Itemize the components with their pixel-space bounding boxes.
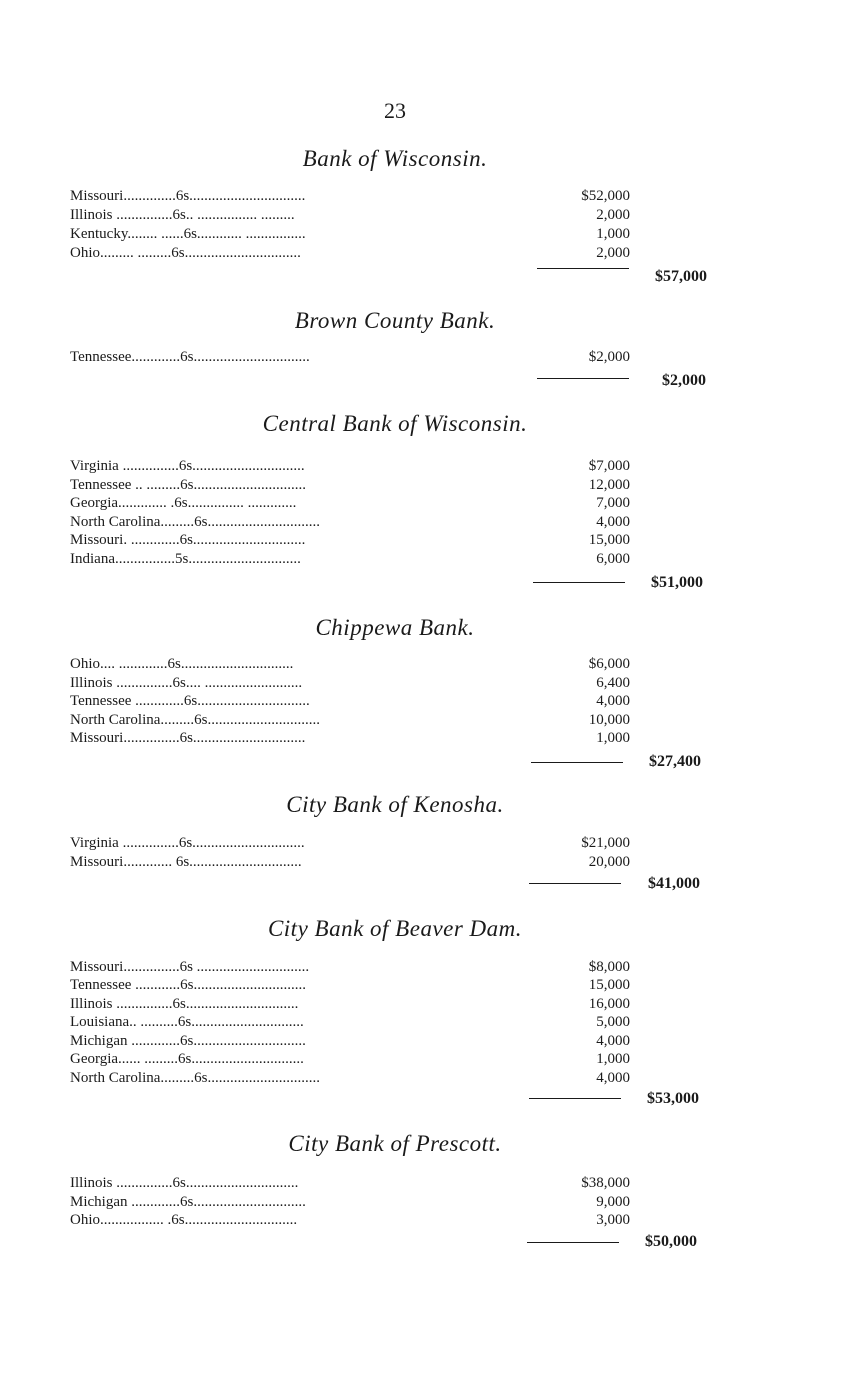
section-title: Chippewa Bank. — [315, 615, 475, 640]
holding-state: Virginia ...............6s.............................. — [70, 458, 305, 474]
holding-row — [70, 457, 630, 476]
holding-row — [70, 729, 630, 748]
holding-amount: $52,000 — [581, 188, 630, 204]
holding-row — [70, 655, 630, 674]
holding-row — [70, 1032, 630, 1051]
holding-row — [70, 1211, 630, 1230]
holding-row — [70, 1193, 630, 1212]
holding-amount: 5,000 — [596, 1014, 630, 1030]
holding-row — [70, 1069, 630, 1088]
holding-state: Georgia............. .6s............... ............. — [70, 495, 297, 511]
holding-amount: 15,000 — [588, 977, 630, 993]
holding-row — [70, 711, 630, 730]
section-total: $51,000 — [651, 574, 703, 591]
holding-row — [70, 476, 630, 495]
section-total: $41,000 — [648, 875, 700, 892]
holding-row — [70, 550, 630, 569]
holding-state: Ohio.... .............6s.............................. — [70, 656, 294, 672]
holding-state: Missouri..............6s............................... — [70, 188, 306, 204]
holding-amount: 15,000 — [588, 532, 630, 548]
holding-amount: 1,000 — [596, 226, 630, 242]
holding-state: Missouri...............6s .............................. — [70, 959, 310, 975]
holding-state: Illinois ...............6s.............................. — [70, 996, 299, 1012]
holding-state: Indiana................5s.............................. — [70, 551, 301, 567]
holding-row — [70, 853, 630, 872]
holding-state: North Carolina.........6s.............................. — [70, 1070, 320, 1086]
holding-state: North Carolina.........6s.............................. — [70, 514, 320, 530]
holding-state: Missouri. .............6s.............................. — [70, 532, 306, 548]
subtotal-rule — [527, 1242, 619, 1243]
holding-row — [70, 958, 630, 977]
holding-row — [70, 206, 630, 225]
holding-amount: 7,000 — [596, 495, 630, 511]
holding-state: Illinois ...............6s.... .......................... — [70, 675, 303, 691]
holding-amount: 4,000 — [596, 693, 630, 709]
holding-state: Georgia...... .........6s.............................. — [70, 1051, 304, 1067]
holding-row — [70, 1050, 630, 1069]
holding-state: Tennessee.............6s............................... — [70, 349, 310, 365]
holding-amount: 6,400 — [596, 675, 630, 691]
section-title: City Bank of Prescott. — [288, 1131, 502, 1156]
holding-row — [70, 674, 630, 693]
holding-amount: 2,000 — [596, 207, 630, 223]
holding-amount: 1,000 — [596, 1051, 630, 1067]
holding-state: Tennessee ............6s.............................. — [70, 977, 307, 993]
section-title: City Bank of Beaver Dam. — [267, 916, 523, 941]
holding-row — [70, 225, 630, 244]
section-title: City Bank of Kenosha. — [286, 792, 504, 817]
holding-row — [70, 976, 630, 995]
holding-state: Tennessee .. .........6s.............................. — [70, 477, 307, 493]
holding-amount: 3,000 — [596, 1212, 630, 1228]
holding-amount: $38,000 — [581, 1175, 630, 1191]
holding-row — [70, 187, 630, 206]
holding-row — [70, 244, 630, 263]
subtotal-rule — [531, 762, 623, 763]
subtotal-rule — [537, 268, 629, 269]
holding-state: Illinois ...............6s.. ................ ......... — [70, 207, 295, 223]
holding-amount: 4,000 — [596, 514, 630, 530]
holding-state: Ohio......... .........6s............................... — [70, 245, 301, 261]
holding-amount: $21,000 — [581, 835, 630, 851]
holding-state: Tennessee .............6s.............................. — [70, 693, 310, 709]
holding-amount: 10,000 — [588, 712, 630, 728]
holding-amount: 2,000 — [596, 245, 630, 261]
holding-state: Illinois ...............6s.............................. — [70, 1175, 299, 1191]
holding-state: North Carolina.........6s.............................. — [70, 712, 320, 728]
holding-row — [70, 513, 630, 532]
section-title: Bank of Wisconsin. — [302, 146, 488, 171]
page-number: 23 — [384, 98, 406, 123]
holding-amount: 12,000 — [588, 477, 630, 493]
holding-row — [70, 834, 630, 853]
holding-state: Missouri............. 6s.............................. — [70, 854, 302, 870]
section-title: Central Bank of Wisconsin. — [262, 411, 528, 436]
holding-state: Michigan .............6s.............................. — [70, 1194, 306, 1210]
holding-state: Kentucky........ ......6s............ ................ — [70, 226, 306, 242]
holding-amount: 9,000 — [596, 1194, 630, 1210]
holding-row — [70, 494, 630, 513]
holding-row — [70, 692, 630, 711]
holding-row — [70, 531, 630, 550]
holding-row — [70, 995, 630, 1014]
section-title: Brown County Bank. — [294, 308, 496, 333]
holding-state: Missouri...............6s.............................. — [70, 730, 306, 746]
holding-amount: 4,000 — [596, 1070, 630, 1086]
holding-state: Ohio................. .6s.............................. — [70, 1212, 298, 1228]
holding-state: Louisiana.. ..........6s.............................. — [70, 1014, 304, 1030]
holding-amount: 4,000 — [596, 1033, 630, 1049]
holding-amount: $7,000 — [588, 458, 630, 474]
holding-state: Virginia ...............6s.............................. — [70, 835, 305, 851]
holding-row — [70, 1013, 630, 1032]
holding-amount: $6,000 — [588, 656, 630, 672]
holding-amount: 16,000 — [588, 996, 630, 1012]
subtotal-rule — [529, 883, 621, 884]
section-total: $2,000 — [662, 372, 706, 389]
holding-amount: 6,000 — [596, 551, 630, 567]
subtotal-rule — [529, 1098, 621, 1099]
section-total: $50,000 — [645, 1233, 697, 1250]
holding-state: Michigan .............6s.............................. — [70, 1033, 306, 1049]
section-total: $53,000 — [647, 1090, 699, 1107]
holding-row — [70, 1174, 630, 1193]
holding-row — [70, 348, 630, 367]
holding-amount: $2,000 — [588, 349, 630, 365]
subtotal-rule — [533, 582, 625, 583]
holding-amount: 20,000 — [588, 854, 630, 870]
section-total: $57,000 — [655, 268, 707, 285]
holding-amount: 1,000 — [596, 730, 630, 746]
subtotal-rule — [537, 378, 629, 379]
section-total: $27,400 — [649, 753, 701, 770]
holding-amount: $8,000 — [588, 959, 630, 975]
